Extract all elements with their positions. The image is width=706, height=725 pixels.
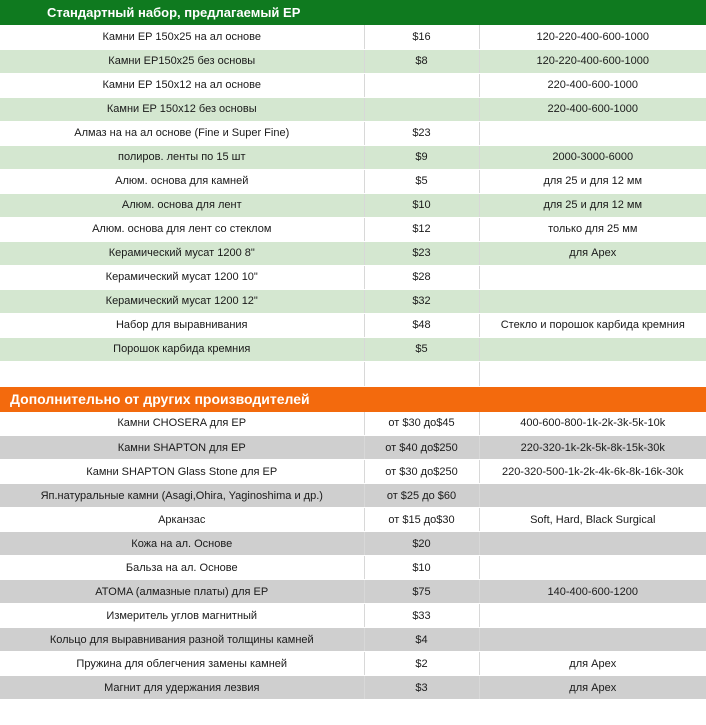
table-row (0, 217, 706, 241)
details-cell: 2000-3000-6000 (479, 145, 706, 169)
price-cell: $28 (364, 265, 479, 289)
price-cell: $10 (364, 193, 479, 217)
item-name-cell: Керамический мусат 1200 10" (0, 265, 364, 289)
table-row (0, 580, 706, 604)
empty-cell (364, 361, 479, 386)
table-row (0, 313, 706, 337)
standard-set-table (0, 25, 706, 387)
item-name-cell: Набор для выравнивания (0, 313, 364, 337)
item-name-cell: Арканзас (0, 508, 364, 532)
empty-cell (0, 361, 364, 386)
table-row (0, 265, 706, 289)
price-cell: $5 (364, 169, 479, 193)
table-row (0, 73, 706, 97)
item-name-cell: Яп.натуральные камни (Asagi,Ohira, Yaginoshima и др.) (0, 484, 364, 508)
details-cell: для 25 и для 12 мм (479, 169, 706, 193)
item-name-cell: Алюм. основа для камней (0, 169, 364, 193)
table-row (0, 508, 706, 532)
table-row (0, 628, 706, 652)
empty-cell (479, 361, 706, 386)
price-cell (364, 97, 479, 121)
table-row (0, 49, 706, 73)
details-cell (479, 289, 706, 313)
details-cell (479, 484, 706, 508)
details-cell (479, 604, 706, 628)
item-name-cell: Керамический мусат 1200 8" (0, 241, 364, 265)
item-name-cell: Камни EP 150х12 на ал основе (0, 73, 364, 97)
details-cell: 220-320-500-1k-2k-4k-6k-8k-16k-30k (479, 460, 706, 484)
price-cell: $32 (364, 289, 479, 313)
table-row (0, 532, 706, 556)
table-row (0, 97, 706, 121)
table-row (0, 337, 706, 361)
item-name-cell: Кожа на ал. Основе (0, 532, 364, 556)
table-row (0, 169, 706, 193)
table-row (0, 121, 706, 145)
table-row (0, 412, 706, 436)
price-cell: $10 (364, 556, 479, 580)
details-cell (479, 532, 706, 556)
price-cell: $16 (364, 25, 479, 49)
price-cell: от $40 до$250 (364, 436, 479, 460)
price-cell: $5 (364, 337, 479, 361)
table-row (0, 556, 706, 580)
table-row (0, 289, 706, 313)
details-cell: 220-400-600-1000 (479, 73, 706, 97)
details-cell: только для 25 мм (479, 217, 706, 241)
section-header-standard: Стандартный набор, предлагаемый EP (0, 0, 706, 25)
table-row (0, 241, 706, 265)
details-cell: Стекло и порошок карбида кремния (479, 313, 706, 337)
item-name-cell: Камни EP 150х12 без основы (0, 97, 364, 121)
details-cell (479, 337, 706, 361)
table-row (0, 193, 706, 217)
price-cell (364, 73, 479, 97)
table-row (0, 604, 706, 628)
details-cell: 220-320-1k-2k-5k-8k-15k-30k (479, 436, 706, 460)
item-name-cell: Пружина для облегчения замены камней (0, 652, 364, 676)
spacer-row (0, 361, 706, 386)
price-cell: от $25 до $60 (364, 484, 479, 508)
item-name-cell: Камни SHAPTON Glass Stone для EP (0, 460, 364, 484)
details-cell: для 25 и для 12 мм (479, 193, 706, 217)
table-row (0, 145, 706, 169)
other-makers-table (0, 412, 706, 701)
price-cell: от $30 до$250 (364, 460, 479, 484)
table-row (0, 25, 706, 49)
table-row (0, 484, 706, 508)
item-name-cell: ATOMA (алмазные платы) для EP (0, 580, 364, 604)
details-cell: для Apex (479, 241, 706, 265)
details-cell: 120-220-400-600-1000 (479, 25, 706, 49)
price-cell: $75 (364, 580, 479, 604)
item-name-cell: Камни EP150х25 без основы (0, 49, 364, 73)
price-cell: $48 (364, 313, 479, 337)
section-header-other-makers: Дополнительно от других производителей (0, 387, 706, 412)
item-name-cell: Алюм. основа для лент со стеклом (0, 217, 364, 241)
price-cell: $9 (364, 145, 479, 169)
item-name-cell: Камни EP 150х25 на ал основе (0, 25, 364, 49)
details-cell: 220-400-600-1000 (479, 97, 706, 121)
details-cell: 400-600-800-1k-2k-3k-5k-10k (479, 412, 706, 436)
details-cell: для Apex (479, 676, 706, 700)
table-row (0, 652, 706, 676)
item-name-cell: полиров. ленты по 15 шт (0, 145, 364, 169)
price-cell: $23 (364, 241, 479, 265)
price-cell: от $30 до$45 (364, 412, 479, 436)
item-name-cell: Магнит для удержания лезвия (0, 676, 364, 700)
item-name-cell: Керамический мусат 1200 12" (0, 289, 364, 313)
details-cell (479, 628, 706, 652)
price-cell: $8 (364, 49, 479, 73)
item-name-cell: Камни CHOSERA для EP (0, 412, 364, 436)
item-name-cell: Бальза на ал. Основе (0, 556, 364, 580)
details-cell: для Apex (479, 652, 706, 676)
details-cell: 140-400-600-1200 (479, 580, 706, 604)
price-cell: $4 (364, 628, 479, 652)
details-cell (479, 121, 706, 145)
price-cell: $20 (364, 532, 479, 556)
details-cell (479, 265, 706, 289)
price-cell: от $15 до$30 (364, 508, 479, 532)
price-cell: $23 (364, 121, 479, 145)
item-name-cell: Алмаз на на ал основе (Fine и Super Fine) (0, 121, 364, 145)
table-row (0, 460, 706, 484)
price-cell: $33 (364, 604, 479, 628)
price-cell: $3 (364, 676, 479, 700)
table-row (0, 676, 706, 700)
details-cell (479, 556, 706, 580)
item-name-cell: Алюм. основа для лент (0, 193, 364, 217)
price-cell: $12 (364, 217, 479, 241)
price-cell: $2 (364, 652, 479, 676)
table-row (0, 436, 706, 460)
details-cell: 120-220-400-600-1000 (479, 49, 706, 73)
item-name-cell: Камни SHAPTON для EP (0, 436, 364, 460)
item-name-cell: Кольцо для выравнивания разной толщины камней (0, 628, 364, 652)
item-name-cell: Порошок карбида кремния (0, 337, 364, 361)
details-cell: Soft, Hard, Black Surgical (479, 508, 706, 532)
item-name-cell: Измеритель углов магнитный (0, 604, 364, 628)
